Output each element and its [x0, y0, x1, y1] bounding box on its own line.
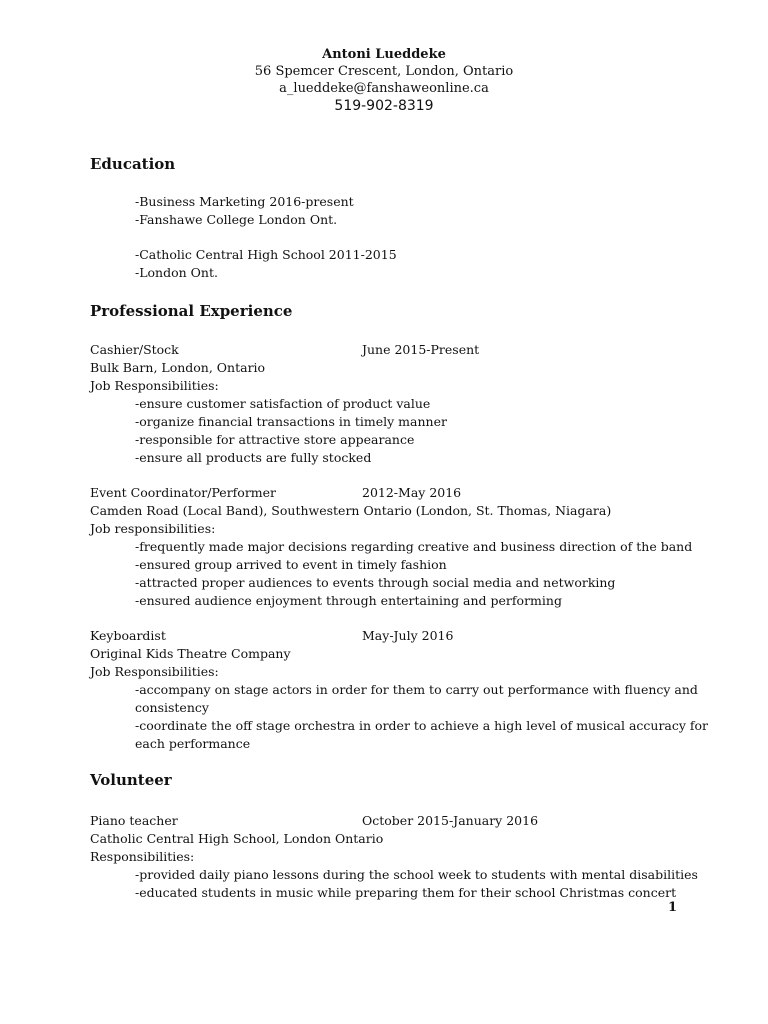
job-resp-item: consistency [135, 700, 209, 715]
job-resp-item: -organize financial transactions in timely manner [135, 414, 447, 429]
job-resp-label: Job Responsibilities: [90, 378, 219, 393]
volunteer-resp-item: -provided daily piano lessons during the school week to students with mental disabilities [135, 867, 698, 882]
job-resp-item: -ensure customer satisfaction of product value [135, 396, 431, 411]
job-dates: June 2015-Present [362, 342, 480, 357]
volunteer-role: Piano teacher [90, 813, 178, 828]
job-resp-item: -ensure all products are fully stocked [135, 450, 372, 465]
job-role: Cashier/Stock [90, 342, 179, 357]
job-resp-item: -responsible for attractive store appearance [135, 432, 415, 447]
volunteer-dates: October 2015-January 2016 [362, 813, 539, 828]
volunteer-resp-label: Responsibilities: [90, 849, 195, 864]
job-resp-item: -frequently made major decisions regarding creative and business direction of the band [135, 539, 693, 554]
job-role: Keyboardist [90, 628, 166, 643]
volunteer-org: Catholic Central High School, London Ontario [90, 831, 384, 846]
volunteer-resp-item: -educated students in music while preparing them for their school Christmas concert [135, 885, 677, 900]
education-heading: Education [90, 155, 176, 173]
volunteer-heading: Volunteer [90, 771, 172, 789]
education-line: -Fanshawe College London Ont. [135, 212, 338, 227]
job-resp-item: -attracted proper audiences to events through social media and networking [135, 575, 616, 590]
page-number: 1 [668, 900, 678, 915]
job-org: Bulk Barn, London, Ontario [90, 360, 266, 375]
job-dates: May-July 2016 [362, 628, 454, 643]
applicant-name: Antoni Lueddeke [322, 47, 446, 62]
job-dates: 2012-May 2016 [362, 485, 462, 500]
job-resp-label: Job Responsibilities: [90, 664, 219, 679]
job-org: Camden Road (Local Band), Southwestern Ontario (London, St. Thomas, Niagara) [90, 503, 612, 518]
applicant-phone: 519-902-8319 [334, 98, 434, 114]
job-resp-label: Job responsibilities: [90, 521, 216, 536]
education-line: -London Ont. [135, 265, 218, 280]
resume-header [0, 46, 768, 116]
applicant-email: a_lueddeke@fanshaweonline.ca [279, 81, 489, 96]
education-line: -Business Marketing 2016-present [135, 194, 354, 209]
education-line: -Catholic Central High School 2011-2015 [135, 247, 397, 262]
job-resp-item: -ensured group arrived to event in timely fashion [135, 557, 447, 572]
applicant-address: 56 Spemcer Crescent, London, Ontario [254, 64, 514, 79]
job-org: Original Kids Theatre Company [90, 646, 291, 661]
job-resp-item: -ensured audience enjoyment through entertaining and performing [135, 593, 562, 608]
job-role: Event Coordinator/Performer [90, 485, 277, 500]
job-resp-item: each performance [135, 736, 251, 751]
job-resp-item: -accompany on stage actors in order for them to carry out performance with fluency and [135, 682, 698, 697]
experience-heading: Professional Experience [90, 302, 293, 320]
job-resp-item: -coordinate the off stage orchestra in order to achieve a high level of musical accuracy for [135, 718, 709, 733]
